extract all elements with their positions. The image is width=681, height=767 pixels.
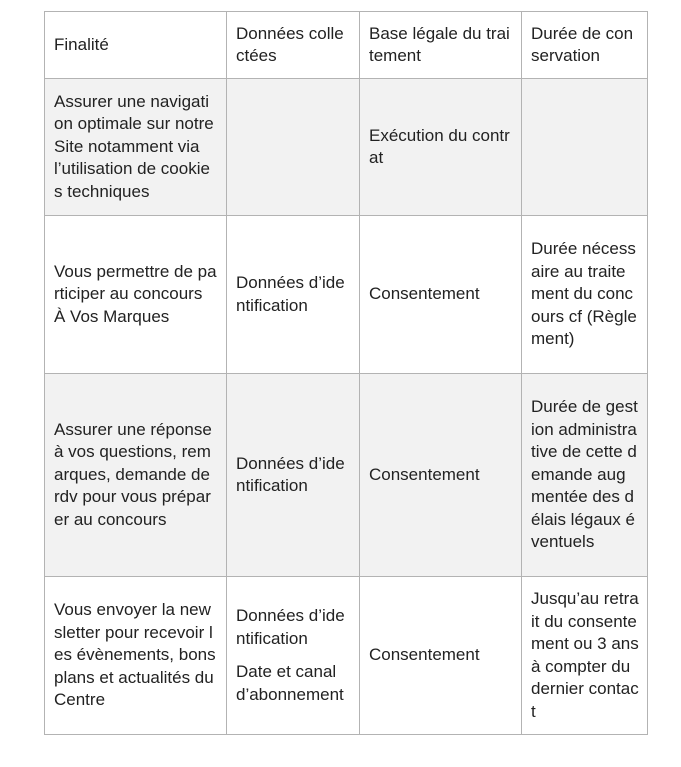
header-legal-basis: Base légale du traitement xyxy=(360,12,522,79)
header-retention: Durée de conservation xyxy=(522,12,648,79)
data-processing-table xyxy=(44,11,648,735)
purpose-cell: Vous envoyer la newsletter pour recevoir les évènements, bons plans et actualités du Centre xyxy=(45,577,227,735)
header-purpose: Finalité xyxy=(45,12,227,79)
legal-basis-cell: Consentement xyxy=(360,577,522,735)
header-data-collected: Données collectées xyxy=(227,12,360,79)
table-row xyxy=(45,577,648,735)
retention-cell: Durée de gestion administrative de cette demande augmentée des délais légaux éventuels xyxy=(522,374,648,577)
data-collected-item: Données d’identification xyxy=(236,273,345,315)
retention-cell xyxy=(522,79,648,216)
legal-basis-cell: Exécution du contrat xyxy=(360,79,522,216)
table-header-row xyxy=(45,12,648,79)
legal-basis-cell: Consentement xyxy=(360,216,522,374)
table-row xyxy=(45,374,648,577)
data-collected-item: Données d’identification xyxy=(236,453,345,495)
retention-cell: Jusqu’au retrait du consentement ou 3 ans à compter du dernier contact xyxy=(522,577,648,735)
purpose-cell: Assurer une navigation optimale sur notre Site notamment via l’utilisation de cookies techniques xyxy=(45,79,227,216)
purpose-cell: Assurer une réponse à vos questions, remarques, demande de rdv pour vous préparer au concours xyxy=(45,374,227,577)
purpose-cell: Vous permettre de participer au concours À Vos Marques xyxy=(45,216,227,374)
data-collected-item: Date et canal d’abonnement xyxy=(236,662,344,704)
data-collected-item: Données d’identification xyxy=(236,606,345,648)
data-collected-cell xyxy=(227,577,360,735)
retention-cell: Durée nécessaire au traitement du concours cf (Règlement) xyxy=(522,216,648,374)
data-collected-cell xyxy=(227,79,360,216)
table-row xyxy=(45,79,648,216)
legal-basis-cell: Consentement xyxy=(360,374,522,577)
data-collected-cell xyxy=(227,374,360,577)
data-collected-cell xyxy=(227,216,360,374)
paragraph-gap xyxy=(236,650,351,661)
table-row xyxy=(45,216,648,374)
